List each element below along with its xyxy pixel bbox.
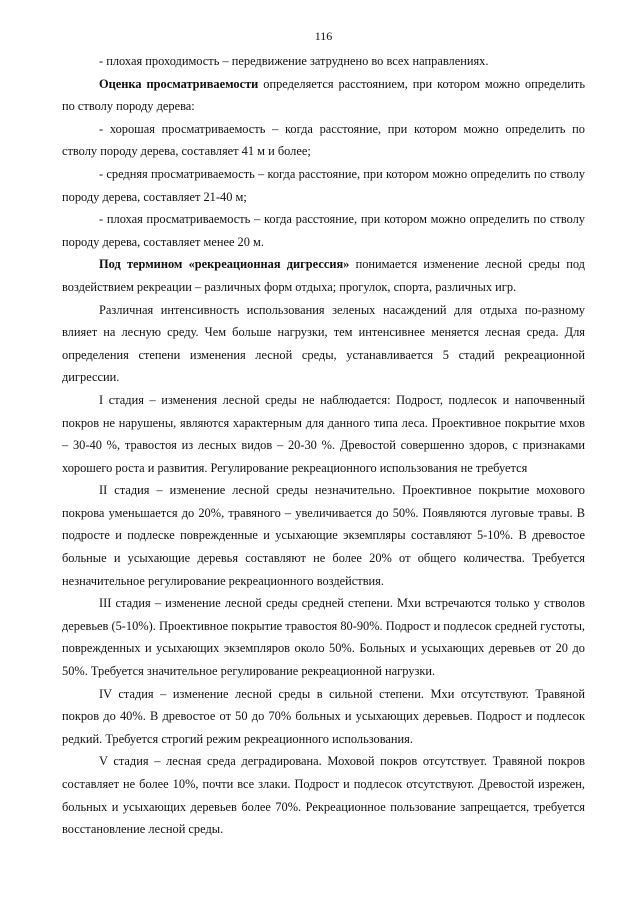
paragraph-poor-passability: - плохая проходимость – передвижение затруднено во всех направлениях.	[99, 54, 489, 68]
paragraph-recreational-digression: Под термином «рекреационная дигрессия» понимается изменение лесной среды под воздействием рекреации – различных форм отдыха; прогулок, спорта, различных игр.	[62, 257, 585, 294]
term-recreational-digression: Под термином «рекреационная дигрессия»	[99, 257, 350, 272]
paragraph-medium-visibility: - средняя просматриваемость – когда расстояние, при котором можно определить по стволу породу дерева, составляет 21-40 м;	[62, 166, 585, 204]
term-visibility: Оценка просматриваемости	[99, 76, 259, 91]
paragraph-stage-5: V стадия – лесная среда деградирована. Моховой покров отсутствует. Травяной покров составляет не более 10%, почти все злаки. Подрост и подлесок отсутствуют. Древостой изрежен, больных и усыхающих деревьев более 70%. Рекреационное пользование запрещается, требуется восстановление лесной среды.	[62, 754, 585, 837]
page-number: 116	[314, 29, 333, 43]
paragraph-intensity: Различная интенсивность использования зеленых насаждений для отдыха по-разному влияет на лесную среду. Чем больше нагрузки, тем интенсивнее меняется лесная среда. Для определения степени изменения лесной среды, устанавливается 5 стадий рекреационной дигрессии.	[62, 302, 585, 385]
paragraph-stage-2: II стадия – изменение лесной среды незначительно. Проективное покрытие мохового покрова уменьшается до 20%, травяного – увеличивается до 50%. Появляются луговые травы. В подросте и подлеске поврежденные и усыхающие экземпляры составляют 5-10%. В древостое больные и усыхающие деревья составляют не более 20% от общего количества. Требуется незначительное регулирование рекреационного воздействия.	[62, 483, 585, 588]
paragraph-good-visibility: - хорошая просматриваемость – когда расстояние, при котором можно определить по стволу породу дерева, составляет 41 м и более;	[62, 121, 585, 159]
paragraph-stage-3: III стадия – изменение лесной среды средней степени. Мхи встречаются только у стволов деревьев (5-10%). Проективное покрытие травостоя 80-90%. Подрост и подлесок средней густоты, поврежденных и усыхающих экземпляров около 50%. Больных и усыхающих деревьев от 20 до 50%. Требуется значительное регулирование рекреационной нагрузки.	[62, 596, 585, 679]
paragraph-stage-4: IV стадия – изменение лесной среды в сильной степени. Мхи отсутствуют. Травяной покров до 40%. В древостое от 50 до 70% больных и усыхающих деревьев. Подрост и подлесок редкий. Требуется строгий режим рекреационного использования.	[62, 686, 585, 746]
paragraph-stage-1: I стадия – изменения лесной среды не наблюдается: Подрост, подлесок и напочвенный покров не нарушены, являются характерным для данного типа леса. Проективное покрытие мхов – 30-40 %, травостоя из лесных видов – 20-30 %. Древостой совершенно здоров, с признаками хорошего роста и развития. Регулирование рекреационного использования не требуется	[62, 392, 585, 475]
paragraph-visibility-assessment: Оценка просматриваемости определяется расстоянием, при котором можно определить по стволу породу дерева:	[62, 76, 585, 114]
paragraph-poor-visibility: - плохая просматриваемость – когда расстояние, при котором можно определить по стволу породу дерева, составляет менее 20 м.	[62, 212, 585, 249]
